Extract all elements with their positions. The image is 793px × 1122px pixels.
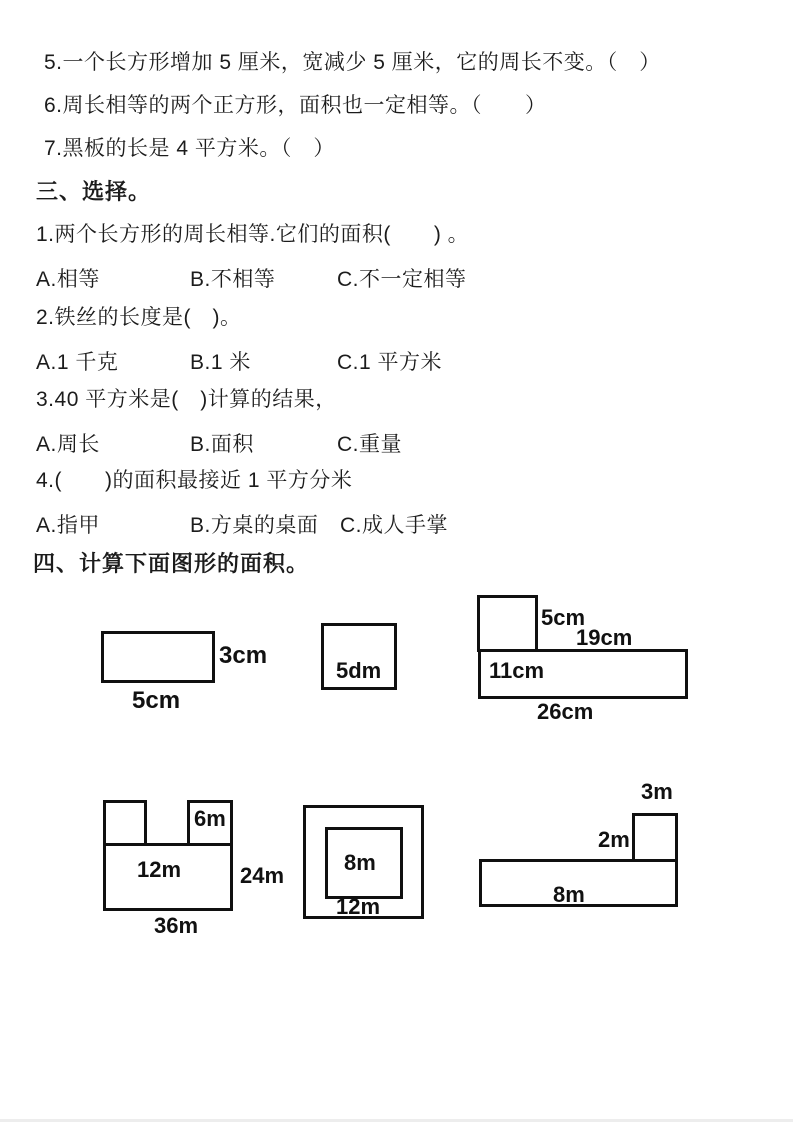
choice-2-options xyxy=(36,346,756,372)
choice-1-option-a: A.相等 xyxy=(36,268,100,291)
choice-3-options xyxy=(36,428,756,454)
choice-4-options xyxy=(36,509,756,535)
fig3-top-width-label: 19cm xyxy=(576,625,633,650)
choice-3-text: 3.40 平方米是( )计算的结果， xyxy=(36,388,337,411)
choice-2-option-c: C.1 平方米 xyxy=(337,351,443,374)
choice-4-option-c: C.成人手掌 xyxy=(340,514,448,537)
fig3-rect-height-label: 11cm xyxy=(489,658,545,683)
fig3-bottom-width-label: 26cm xyxy=(537,699,594,724)
fig6-square-height-label: 2m xyxy=(598,827,630,852)
choice-3-option-b: B.面积 xyxy=(190,433,254,456)
choice-2-option-b: B.1 米 xyxy=(190,351,251,374)
fig6-rect-width-label: 8m xyxy=(553,882,585,907)
choice-2-option-a: A.1 千克 xyxy=(36,351,119,374)
fig4-small-square-label: 6m xyxy=(194,806,226,831)
choice-4-option-b: B.方桌的桌面 xyxy=(190,514,319,537)
choice-1-option-b: B.不相等 xyxy=(190,268,276,291)
fig4-height-label: 24m xyxy=(240,863,285,888)
fig6-square-top-label: 3m xyxy=(641,779,673,804)
fig4-width-label: 12m xyxy=(137,857,182,882)
section-area-title: 四、计算下面图形的面积。 xyxy=(33,551,310,576)
fig5-inner-label: 8m xyxy=(344,850,376,875)
fig1-height-label: 3cm xyxy=(219,642,268,669)
choice-1-text: 1.两个长方形的周长相等.它们的面积( ) 。 xyxy=(36,223,470,246)
fig6-small-square xyxy=(632,813,678,862)
choice-4-text: 4.( )的面积最接近 1 平方分米 xyxy=(36,469,353,492)
fig4-bottom-width-label: 36m xyxy=(154,913,199,938)
judge-question-7: 7.黑板的长是 4 平方米。（ ） xyxy=(44,137,335,160)
fig5-outer-label: 12m xyxy=(336,894,381,919)
judge-question-5: 5.一个长方形增加 5 厘米，宽减少 5 厘米，它的周长不变。（ ） xyxy=(44,51,661,74)
fig3-small-square xyxy=(477,595,538,652)
choice-1-options xyxy=(36,263,756,289)
fig3-square-height-label: 5cm xyxy=(541,605,586,630)
choice-4-option-a: A.指甲 xyxy=(36,514,100,537)
choice-3-option-c: C.重量 xyxy=(337,433,402,456)
fig4-left-square xyxy=(103,800,147,846)
section-choice-title: 三、选择。 xyxy=(36,179,152,204)
choice-2-text: 2.铁丝的长度是( )。 xyxy=(36,306,242,329)
choice-1-option-c: C.不一定相等 xyxy=(337,268,467,291)
judge-question-6: 6.周长相等的两个正方形，面积也一定相等。（ ） xyxy=(44,94,547,117)
fig1-width-label: 5cm xyxy=(132,687,181,714)
fig1-rectangle xyxy=(101,631,215,683)
fig2-side-label: 5dm xyxy=(336,658,382,683)
choice-3-option-a: A.周长 xyxy=(36,433,100,456)
